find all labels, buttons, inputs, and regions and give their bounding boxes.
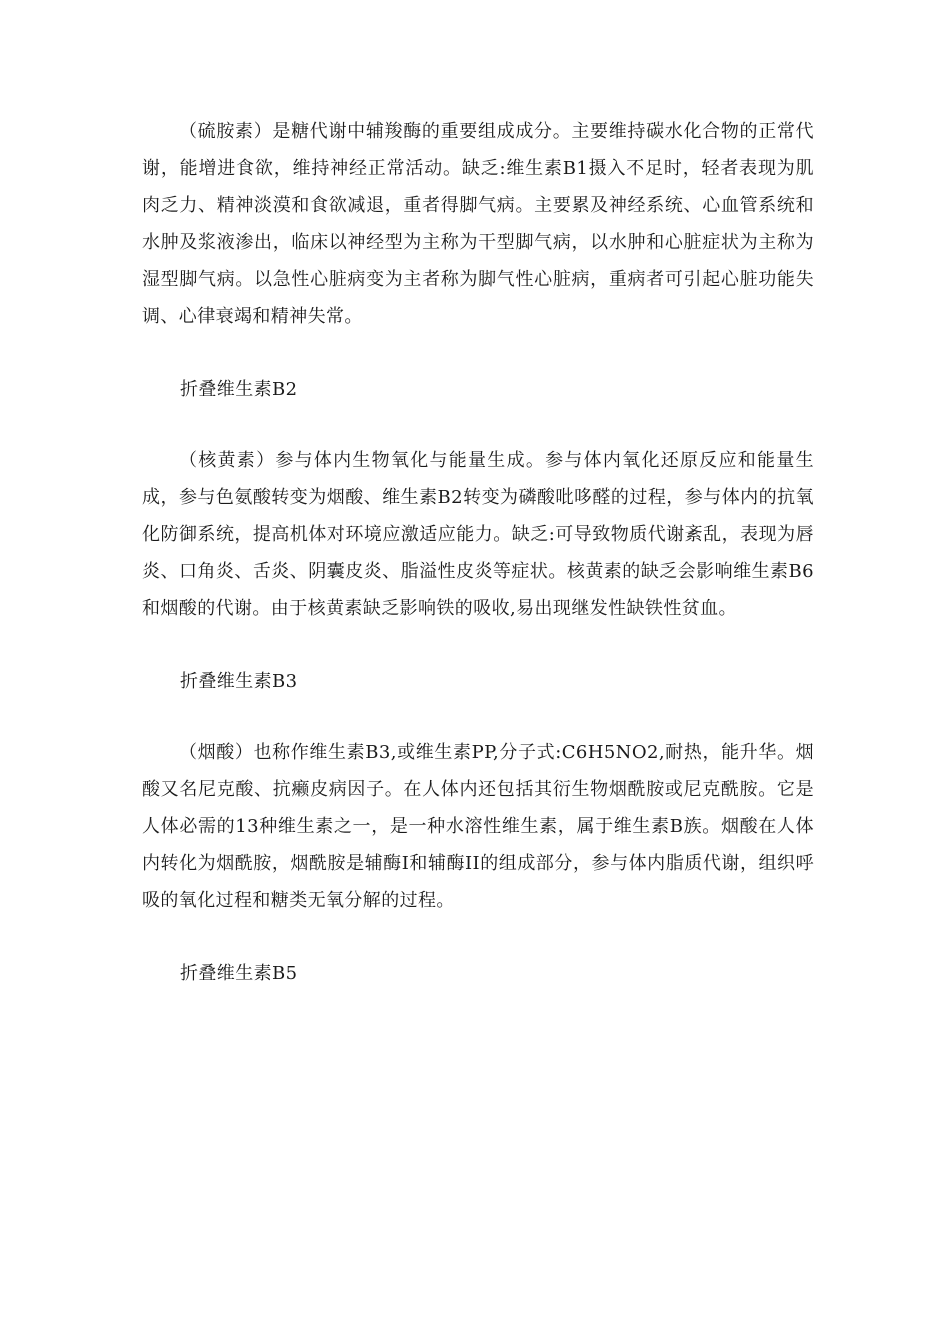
heading-vitamin-b5: 折叠维生素B5 <box>180 963 298 984</box>
paragraph-niacin: （烟酸）也称作维生素B3,或维生素PP,分子式:C6H5NO2,耐热，能升华。烟酸又名尼克酸、抗癞皮病因子。在人体内还包括其衍生物烟酰胺或尼克酰胺。它是人体必需的13种维生素之一，是一种水溶性维生素，属于维生素B族。烟酸在人体内转化为烟酰胺，烟酰胺是辅酶I和辅酶II的组成部分，参与体内脂质代谢，组织呼吸的氧化过程和糖类无氧分解的过程。 <box>142 742 814 911</box>
heading-vitamin-b2: 折叠维生素B2 <box>180 379 298 400</box>
paragraph-thiamine: （硫胺素）是糖代谢中辅羧酶的重要组成成分。主要维持碳水化合物的正常代谢，能增进食欲，维持神经正常活动。缺乏:维生素B1摄入不足时，轻者表现为肌肉乏力、精神淡漠和食欲减退，重者得脚气病。主要累及神经系统、心血管系统和水肿及浆液渗出，临床以神经型为主称为干型脚气病，以水肿和心脏症状为主称为湿型脚气病。以急性心脏病变为主者称为脚气性心脏病，重病者可引起心脏功能失调、心律衰竭和精神失常。 <box>142 121 814 327</box>
paragraph-riboflavin: （核黄素）参与体内生物氧化与能量生成。参与体内氧化还原反应和能量生成，参与色氨酸转变为烟酸、维生素B2转变为磷酸吡哆醛的过程，参与体内的抗氧化防御系统，提高机体对环境应激适应能力。缺乏:可导致物质代谢紊乱，表现为唇炎、口角炎、舌炎、阴囊皮炎、脂溢性皮炎等症状。核黄素的缺乏会影响维生素B6和烟酸的代谢。由于核黄素缺乏影响铁的吸收,易出现继发性缺铁性贫血。 <box>142 450 814 619</box>
spacer <box>142 627 814 663</box>
spacer <box>142 700 814 734</box>
document-page <box>142 113 814 992</box>
heading-vitamin-b3: 折叠维生素B3 <box>180 671 298 692</box>
spacer <box>142 335 814 371</box>
spacer <box>142 408 814 442</box>
spacer <box>142 919 814 955</box>
